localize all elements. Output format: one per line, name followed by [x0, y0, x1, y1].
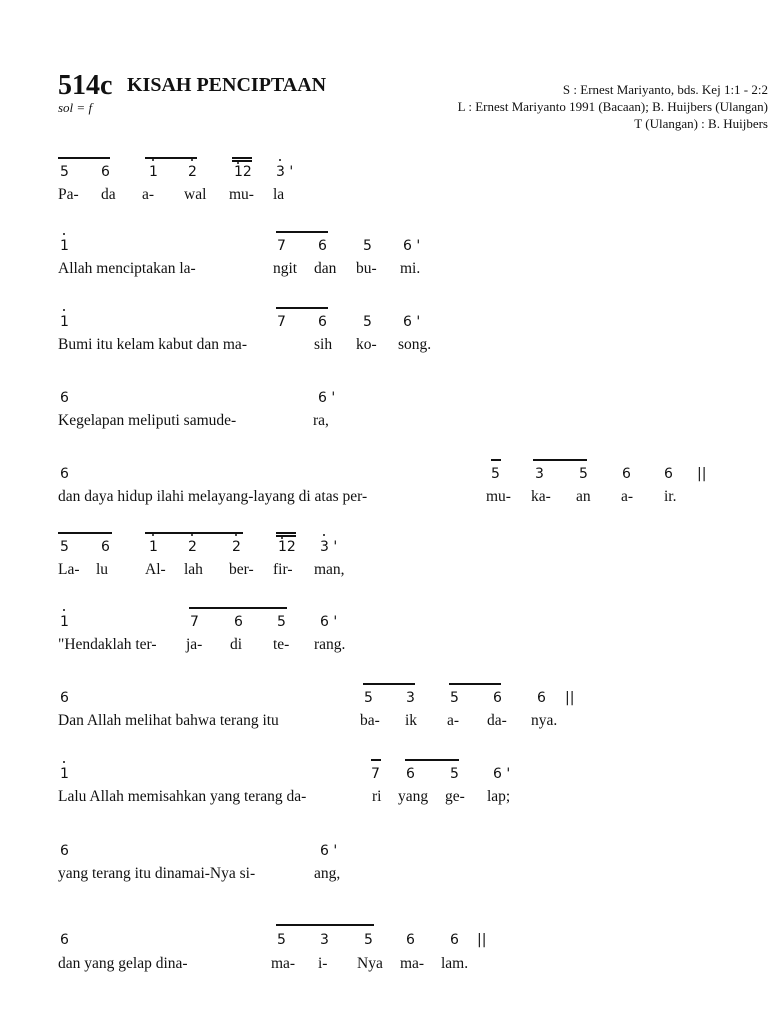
- note: 3 ': [276, 164, 294, 180]
- note: 7: [277, 314, 286, 330]
- note: 5: [363, 314, 372, 330]
- note: 7: [277, 238, 286, 254]
- credit-refrain: T (Ulangan) : B. Huijbers: [634, 116, 768, 131]
- note: 5: [277, 614, 286, 630]
- note: 6: [101, 164, 110, 180]
- credit-music: L : Ernest Mariyanto 1991 (Bacaan); B. Huijbers (Ulangan): [457, 99, 768, 114]
- lyric: i-: [318, 955, 328, 972]
- lyric: dan: [314, 260, 337, 277]
- lyric: ir.: [664, 488, 677, 505]
- note: 1: [149, 539, 158, 555]
- lyric: mu-: [486, 488, 511, 505]
- note: 12: [234, 164, 252, 180]
- lyric: a-: [447, 712, 460, 729]
- lyric: la: [273, 186, 285, 203]
- note: 6 ': [320, 843, 338, 859]
- lyric: nya.: [531, 712, 558, 729]
- lyric: man,: [314, 561, 345, 578]
- note: 1: [60, 614, 69, 630]
- note: 6: [60, 466, 69, 482]
- note: 2: [188, 164, 197, 180]
- lyric: te-: [273, 636, 290, 653]
- lyric: Bumi itu kelam kabut dan ma-: [58, 336, 247, 353]
- lyric: wal: [184, 186, 207, 203]
- note: 6: [318, 238, 327, 254]
- lyric: ko-: [356, 336, 377, 353]
- note: 2: [232, 539, 241, 555]
- lyric: Dan Allah melihat bahwa terang itu: [58, 712, 279, 729]
- lyric: lu: [96, 561, 109, 578]
- note: 5: [450, 766, 459, 782]
- note: 5: [60, 539, 69, 555]
- lyric: ang,: [314, 865, 341, 882]
- note: 6: [406, 766, 415, 782]
- note: 6 ': [320, 614, 338, 630]
- lyric: ra,: [313, 412, 329, 429]
- bar-end: ||: [477, 932, 487, 948]
- lyric: Pa-: [58, 186, 79, 203]
- lyric: Nya: [357, 955, 383, 972]
- lyric: ge-: [445, 788, 465, 805]
- lyric: Kegelapan meliputi samude-: [58, 412, 237, 429]
- lyric: an: [576, 488, 591, 505]
- lyric: ma-: [271, 955, 296, 972]
- lyric: song.: [398, 336, 432, 353]
- note: 5: [277, 932, 286, 948]
- note: 5: [579, 466, 588, 482]
- note: 6: [537, 690, 546, 706]
- lyric: ka-: [531, 488, 551, 505]
- lyric: rang.: [314, 636, 346, 653]
- note: 6 ': [318, 390, 336, 406]
- note: 7: [190, 614, 199, 630]
- lyric: mu-: [229, 186, 254, 203]
- lyric: La-: [58, 561, 80, 578]
- lyric: yang: [398, 788, 429, 805]
- note: 6: [60, 843, 69, 859]
- lyric: fir-: [273, 561, 293, 578]
- bar-end: ||: [697, 466, 707, 482]
- note: 5: [491, 466, 500, 482]
- note: 1: [149, 164, 158, 180]
- lyric: di: [230, 636, 243, 653]
- note: 6 ': [403, 314, 421, 330]
- lyric: bu-: [356, 260, 377, 277]
- note: 6: [664, 466, 673, 482]
- lyric: Al-: [145, 561, 166, 578]
- note: 6: [101, 539, 110, 555]
- note: 12: [278, 539, 296, 555]
- lyric: ber-: [229, 561, 254, 578]
- lyric: lah: [184, 561, 203, 578]
- note: 5: [363, 238, 372, 254]
- lyric: mi.: [400, 260, 421, 277]
- bar-end: ||: [565, 690, 575, 706]
- note: 1: [60, 766, 69, 782]
- note: 5: [364, 932, 373, 948]
- lyric: ngit: [273, 260, 298, 277]
- note: 3: [406, 690, 415, 706]
- note: 6: [406, 932, 415, 948]
- lyric: ba-: [360, 712, 380, 729]
- note: 6 ': [493, 766, 511, 782]
- note: 7: [371, 766, 380, 782]
- note: 6: [60, 932, 69, 948]
- note: 3: [320, 932, 329, 948]
- credit-text: S : Ernest Mariyanto, bds. Kej 1:1 - 2:2: [562, 82, 768, 97]
- lyric: lam.: [441, 955, 469, 972]
- note: 6: [60, 690, 69, 706]
- lyric: ik: [405, 712, 418, 729]
- lyric: yang terang itu dinamai-Nya si-: [58, 865, 256, 882]
- note: 1: [60, 238, 69, 254]
- lyric: ma-: [400, 955, 425, 972]
- lyric: a-: [142, 186, 155, 203]
- note: 6 ': [403, 238, 421, 254]
- hymn-number: 514c: [58, 70, 113, 101]
- note: 6: [318, 314, 327, 330]
- key-signature: sol = f: [58, 100, 93, 115]
- lyric: "Hendaklah ter-: [58, 636, 157, 653]
- lyric: da-: [487, 712, 507, 729]
- lyric: ja-: [186, 636, 203, 653]
- note: 3: [535, 466, 544, 482]
- note: 1: [60, 314, 69, 330]
- lyric: sih: [314, 336, 333, 353]
- note: 5: [450, 690, 459, 706]
- lyric: da: [101, 186, 116, 203]
- note: 3 ': [320, 539, 338, 555]
- lyric: ri: [372, 788, 382, 805]
- note: 6: [450, 932, 459, 948]
- lyric: a-: [621, 488, 634, 505]
- note: 5: [60, 164, 69, 180]
- lyric: Lalu Allah memisahkan yang terang da-: [58, 788, 307, 805]
- lyric: dan daya hidup ilahi melayang-layang di atas per-: [58, 488, 368, 505]
- lyric: dan yang gelap dina-: [58, 955, 188, 972]
- note: 6: [622, 466, 631, 482]
- note: 6: [493, 690, 502, 706]
- note: 6: [234, 614, 243, 630]
- lyric: lap;: [487, 788, 511, 805]
- note: 5: [364, 690, 373, 706]
- note: 2: [188, 539, 197, 555]
- note: 6: [60, 390, 69, 406]
- lyric: Allah menciptakan la-: [58, 260, 196, 277]
- hymn-title: KISAH PENCIPTAAN: [127, 74, 327, 96]
